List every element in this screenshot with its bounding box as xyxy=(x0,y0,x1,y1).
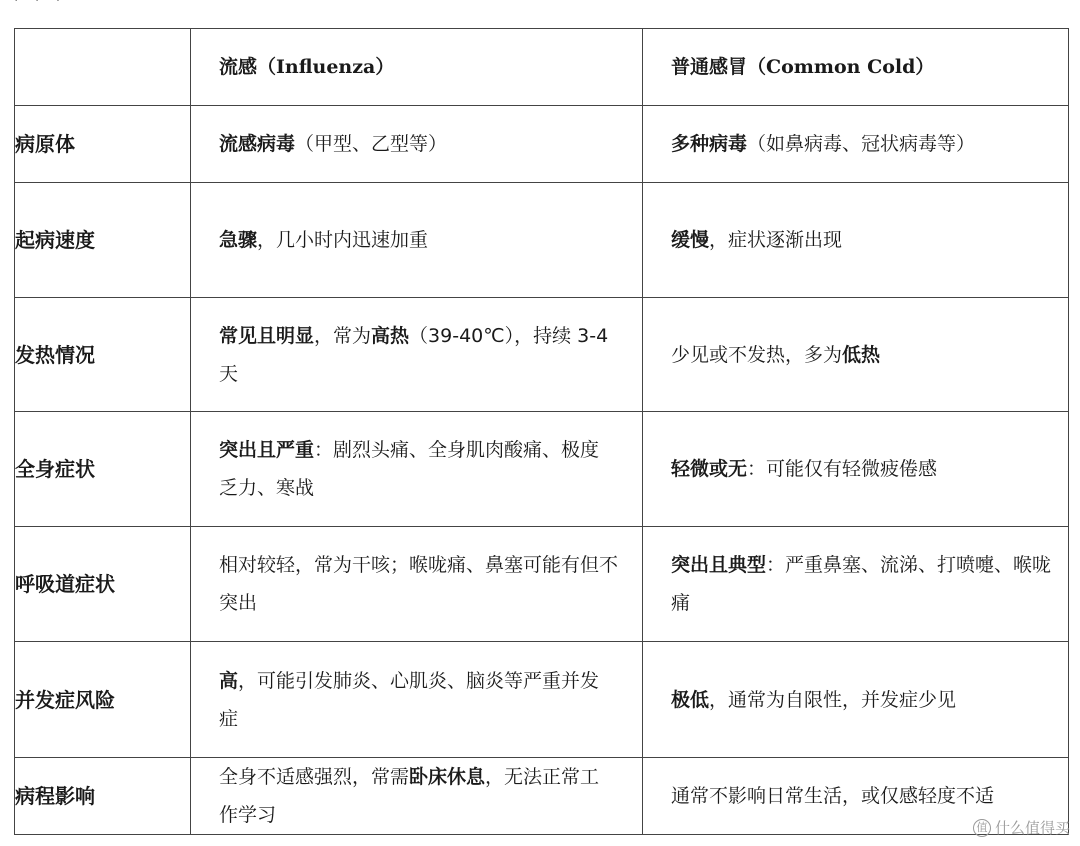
table-row xyxy=(15,758,1069,835)
cold-cell xyxy=(643,298,1069,412)
bold-text-segment: 常见且明显 xyxy=(219,324,315,347)
table-row xyxy=(15,412,1069,527)
text-segment: （如鼻病毒、冠状病毒等） xyxy=(747,133,976,155)
text-segment: 全身不适感强烈，常需 xyxy=(219,766,410,788)
row-label-cell: 病原体 xyxy=(15,106,191,183)
bold-text-segment: 低热 xyxy=(842,343,881,366)
cold-cell xyxy=(643,642,1069,758)
bold-text-segment: 卧床休息 xyxy=(409,766,486,788)
row-label-cell: 病程影响 xyxy=(15,758,191,835)
row-label-cell: 全身症状 xyxy=(15,412,191,527)
text-segment: ，症状逐渐出现 xyxy=(709,229,843,251)
header-row xyxy=(15,29,1069,106)
cold-cell xyxy=(643,527,1069,642)
cold-cell xyxy=(643,412,1069,527)
flu-cell xyxy=(191,758,643,835)
text-segment: ，常为 xyxy=(314,324,372,347)
text-segment: 相对较轻，常为干咳；喉咙痛、鼻塞可能有但不突出 xyxy=(219,554,619,614)
flu-cell xyxy=(191,298,643,412)
header-corner-cell xyxy=(15,29,191,106)
text-segment: ：剧烈头痛、全身肌肉酸痛、极度乏力、寒战 xyxy=(219,439,600,499)
header-flu-cell: 流感（Influenza） xyxy=(191,29,643,106)
text-segment: ，通常为自限性，并发症少见 xyxy=(709,688,957,711)
text-segment: ：严重鼻塞、流涕、打喷嚏、喉咙痛 xyxy=(671,554,1052,614)
table-row xyxy=(15,183,1069,298)
watermark-logo-icon: 值 xyxy=(973,819,991,837)
row-label-cell: 呼吸道症状 xyxy=(15,527,191,642)
cropped-top-text: · · · xyxy=(14,0,67,9)
row-label-cell: 起病速度 xyxy=(15,183,191,298)
cold-cell xyxy=(643,183,1069,298)
flu-cell xyxy=(191,527,643,642)
text-segment: ：可能仅有轻微疲倦感 xyxy=(747,458,938,480)
table-row xyxy=(15,527,1069,642)
row-label-cell: 并发症风险 xyxy=(15,642,191,758)
comparison-table xyxy=(14,28,1069,835)
text-segment: （39-40℃），持续 3-4 天 xyxy=(219,324,609,385)
flu-cell xyxy=(191,106,643,183)
text-segment: ，可能引发肺炎、心肌炎、脑炎等严重并发症 xyxy=(219,669,600,730)
row-label-cell: 发热情况 xyxy=(15,298,191,412)
text-segment: ，几小时内迅速加重 xyxy=(257,229,429,251)
table-row xyxy=(15,642,1069,758)
flu-cell xyxy=(191,642,643,758)
text-segment: 通常不影响日常生活，或仅感轻度不适 xyxy=(671,785,995,807)
bold-text-segment: 高热 xyxy=(371,324,410,347)
bold-text-segment: 流感病毒 xyxy=(219,133,296,155)
site-watermark xyxy=(973,817,1070,838)
header-cold-cell: 普通感冒（Common Cold） xyxy=(643,29,1069,106)
cold-cell xyxy=(643,106,1069,183)
bold-text-segment: 突出且严重 xyxy=(219,439,315,461)
table-row xyxy=(15,106,1069,183)
bold-text-segment: 急骤 xyxy=(219,229,258,251)
flu-cell xyxy=(191,183,643,298)
bold-text-segment: 突出且典型 xyxy=(671,554,767,576)
bold-text-segment: 缓慢 xyxy=(671,229,710,251)
bold-text-segment: 多种病毒 xyxy=(671,133,748,155)
bold-text-segment: 高 xyxy=(219,669,239,692)
bold-text-segment: 极低 xyxy=(671,688,710,711)
watermark-text: 什么值得买 xyxy=(994,819,1070,837)
flu-cell xyxy=(191,412,643,527)
table-row xyxy=(15,298,1069,412)
text-segment: 少见或不发热，多为 xyxy=(671,343,843,366)
text-segment: ，无法正常工作学习 xyxy=(219,766,600,826)
text-segment: （甲型、乙型等） xyxy=(295,133,448,155)
bold-text-segment: 轻微或无 xyxy=(671,458,748,480)
